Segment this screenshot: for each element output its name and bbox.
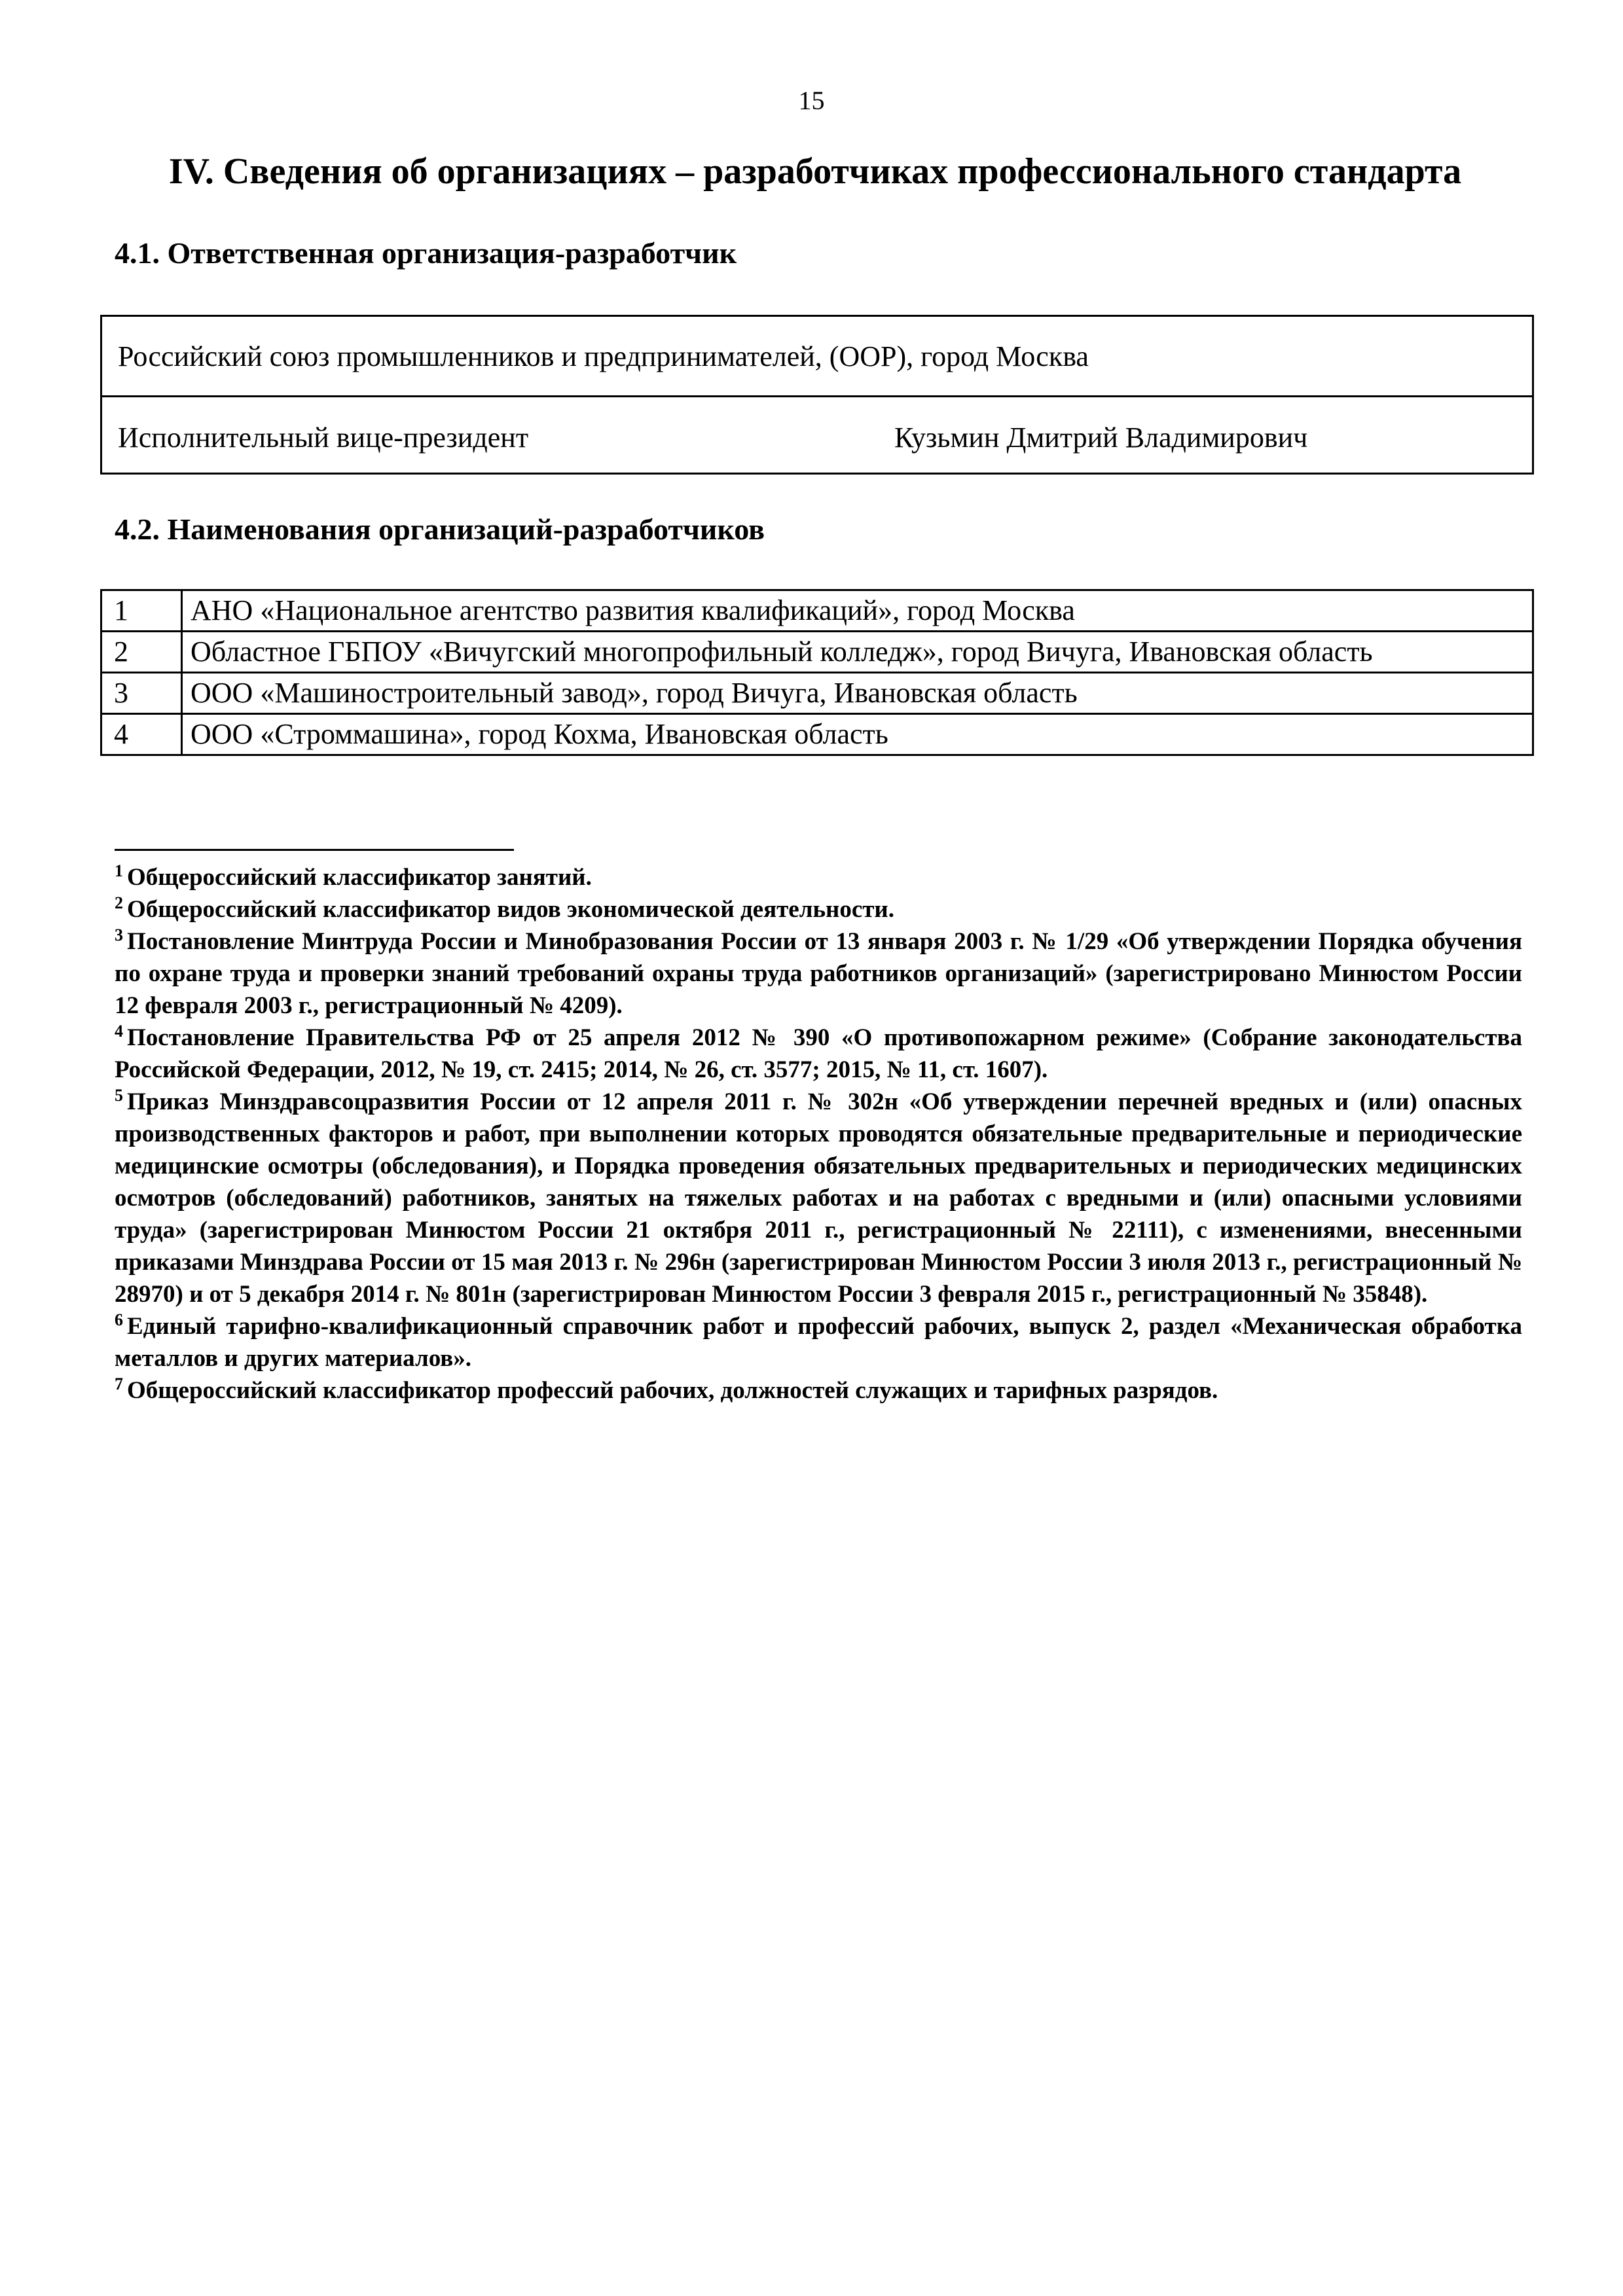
- footnote-text: Общероссийский классификатор видов экономической деятельности.: [127, 896, 895, 923]
- page-number: 15: [798, 86, 825, 115]
- row-number: 3: [101, 673, 182, 714]
- footnote-item: [115, 925, 1522, 1022]
- footnote-item: [115, 1310, 1522, 1374]
- footnote-number: 2: [115, 893, 123, 912]
- table-row: [101, 632, 1533, 673]
- footnote-number: 7: [115, 1374, 123, 1393]
- org-name-cell: ООО «Машиностроительный завод», город Вичуга, Ивановская область: [182, 673, 1533, 714]
- footnote-text: Приказ Минздравсоцразвития России от 12 апреля 2011 г. № 302н «Об утверждении перечней вредных и (или) опасных производственных факторов и работ, при выполнении которых проводятся обязательные предварительные и периодические медицинские осмотры (обследования), и Порядка проведения обязательных предварительных и периодических медицинских осмотров (обследований) работников, занятых на тяжелых работах и на работах с вредными и (или) опасными условиями труда» (зарегистрирован Минюстом России 21 октября 2011 г., регистрационный № 22111), с изменениями, внесенными приказами Минздрава России от 15 мая 2013 г. № 296н (зарегистрирован Минюстом России 3 июля 2013 г., регистрационный № 28970) и от 5 декабря 2014 г. № 801н (зарегистрирован Минюстом России 3 февраля 2015 г., регистрационный № 35848).: [115, 1088, 1522, 1308]
- footnote-text: Общероссийский классификатор занятий.: [127, 864, 592, 891]
- signatory-position: Исполнительный вице-президент: [118, 422, 529, 454]
- table-row: [101, 590, 1533, 632]
- footnote-item: [115, 861, 1522, 893]
- org-name-cell: АНО «Национальное агентство развития квалификаций», город Москва: [182, 590, 1533, 632]
- footnote-item: [115, 1022, 1522, 1086]
- footnote-number: 1: [115, 861, 123, 880]
- section-title: IV. Сведения об организациях – разработчиках профессионального стандарта: [168, 151, 1462, 192]
- org-name-cell: Областное ГБПОУ «Вичугский многопрофильный колледж», город Вичуга, Ивановская область: [182, 632, 1533, 673]
- footnote-text: Постановление Правительства РФ от 25 апреля 2012 № 390 «О противопожарном режиме» (Собрание законодательства Российской Федерации, 2012, № 19, ст. 2415; 2014, № 26, ст. 3577; 2015, № 11, ст. 1607).: [115, 1024, 1522, 1083]
- subsection-title-developer-orgs: 4.2. Наименования организаций-разработчиков: [115, 512, 765, 546]
- footnote-number: 4: [115, 1021, 123, 1041]
- footnote-text: Единый тарифно-квалификационный справочник работ и профессий рабочих, выпуск 2, раздел «Механическая обработка металлов и других материалов».: [115, 1313, 1522, 1372]
- table-row: [101, 673, 1533, 714]
- footnote-separator: [115, 849, 514, 851]
- footnote-item: [115, 893, 1522, 925]
- footnote-number: 6: [115, 1310, 123, 1329]
- footnote-item: [115, 1374, 1522, 1407]
- footnote-number: 5: [115, 1085, 123, 1105]
- footnote-text: Общероссийский классификатор профессий рабочих, должностей служащих и тарифных разрядов.: [127, 1377, 1218, 1404]
- footnotes: [115, 861, 1522, 1407]
- footnote-text: Постановление Минтруда России и Минобразования России от 13 января 2003 г. № 1/29 «Об утверждении Порядка обучения по охране труда и проверки знаний требований охраны труда работников организаций» (зарегистрировано Минюстом России 12 февраля 2003 г., регистрационный № 4209).: [115, 928, 1522, 1019]
- footnote-item: [115, 1086, 1522, 1310]
- developer-orgs-table: [100, 589, 1534, 756]
- row-number: 1: [101, 590, 182, 632]
- row-number: 4: [101, 714, 182, 755]
- responsible-org-signatory: [102, 397, 1532, 473]
- row-number: 2: [101, 632, 182, 673]
- responsible-org-box: [100, 315, 1534, 475]
- responsible-org-name: Российский союз промышленников и предпринимателей, (ООР), город Москва: [102, 317, 1532, 397]
- table-row: [101, 714, 1533, 755]
- subsection-title-responsible-org: 4.1. Ответственная организация-разработчик: [115, 236, 737, 270]
- footnote-number: 3: [115, 925, 123, 944]
- signatory-name: Кузьмин Дмитрий Владимирович: [894, 422, 1308, 454]
- org-name-cell: ООО «Строммашина», город Кохма, Ивановская область: [182, 714, 1533, 755]
